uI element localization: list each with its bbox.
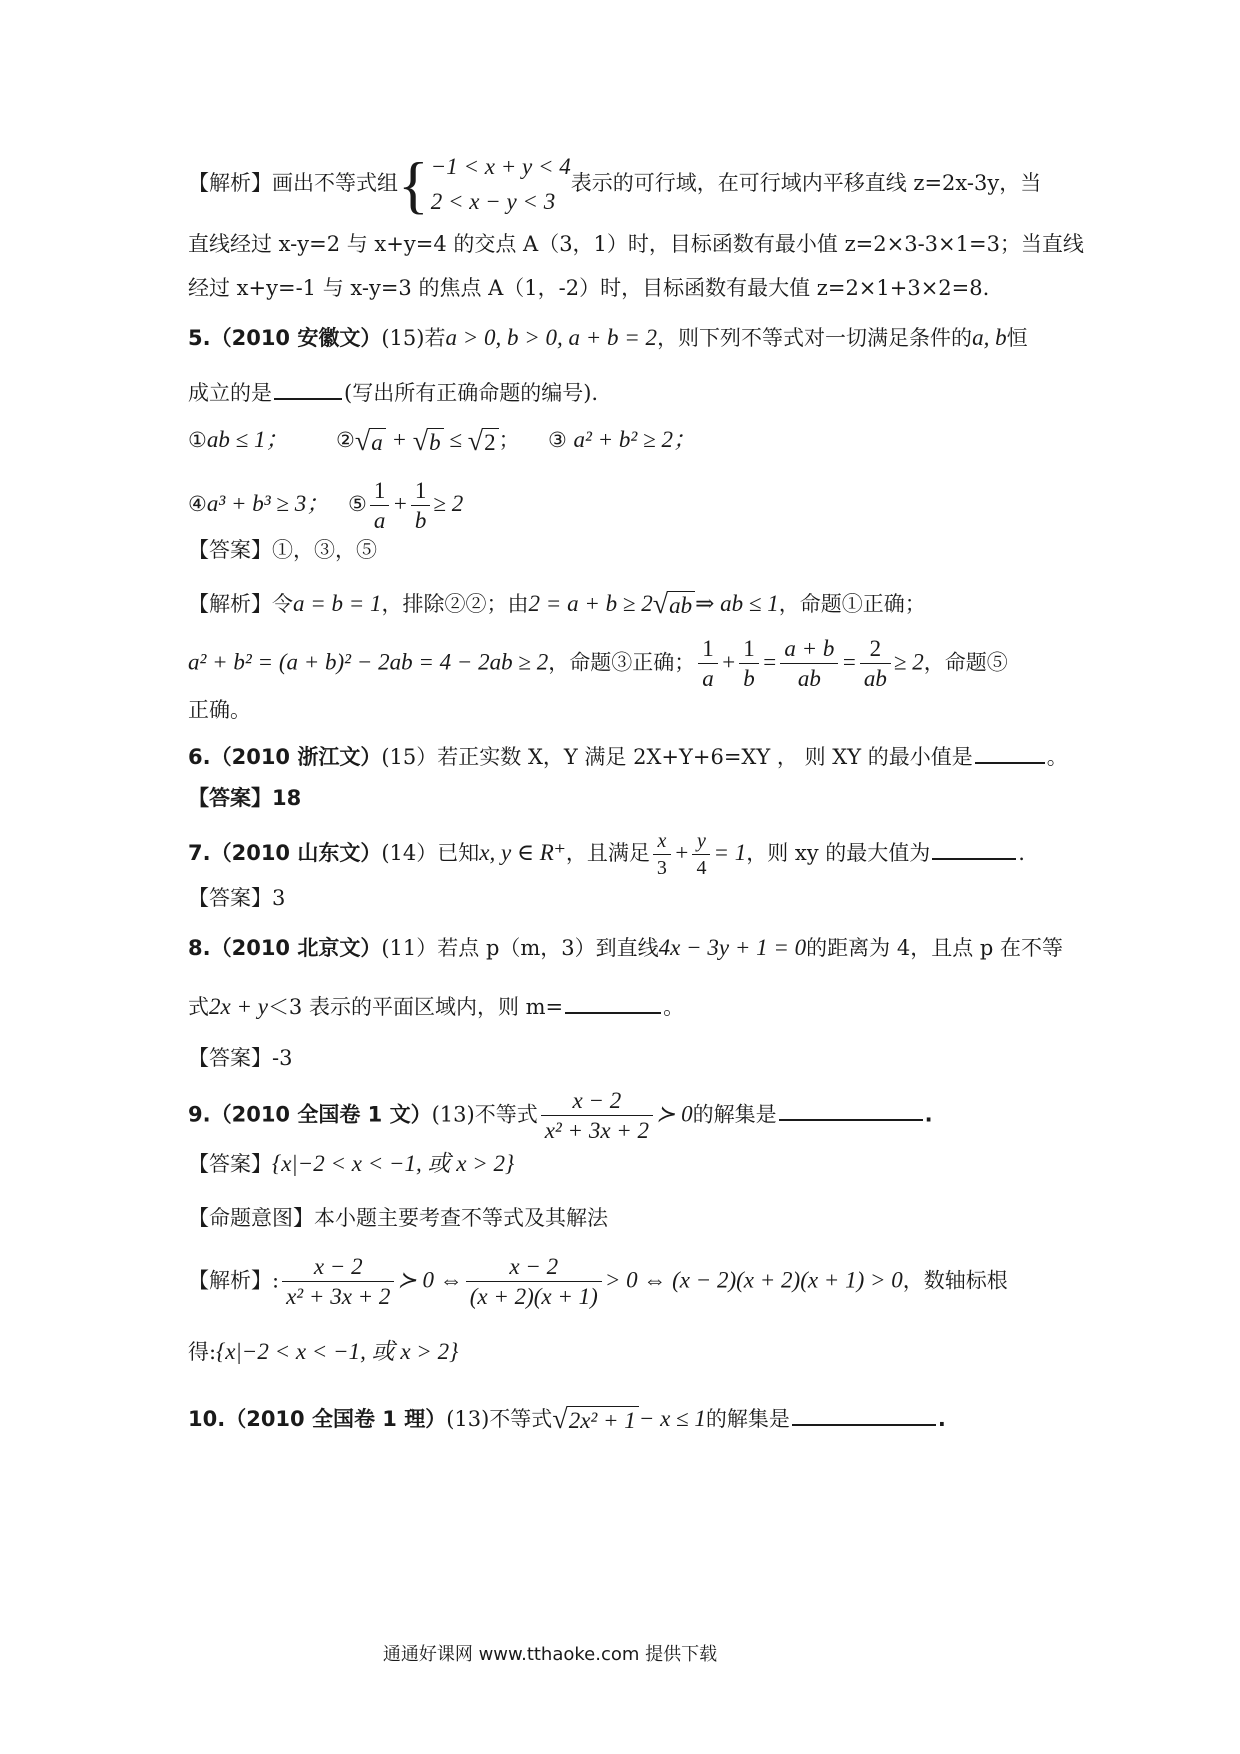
answer-blank [565,992,661,1014]
p5-number: 5.（2010 安徽文） [188,326,382,350]
answer-blank [932,838,1016,860]
answer-blank [975,742,1045,764]
p5-stem-line2: 成立的是 (写出所有正确命题的编号). [188,378,598,406]
p8-stem-line1: 8.（2010 北京文）(11）若点 p（m，3）到直线4x − 3y + 1 = 0的距离为 4，且点 p 在不等 [188,935,1063,960]
p10-number: 10.（2010 全国卷 1 理） [188,1407,447,1431]
p5-option-2: ② √ a + √ b ≤ √ 2 ； [336,425,520,457]
p5-options-row1 [188,426,696,456]
p7-stem: 7.（2010 山东文）(14）已知x, y ∈ R⁺，且满足 $\frac{x}{3}$ + $\frac{y}{4}$ = 1，则 xy 的最大值为 . [188,830,1025,879]
inequality-system: { −1 < x + y < 4 2 < x − y < 3 [398,148,571,220]
p5-analysis-line2: a² + b² = (a + b)² − 2ab = 4 − 2ab ≥ 2，命题③正确； $\frac{1}{a}$ + $\frac{1}{b}$ = $\frac{a + b}{ab}$ = $\frac{2}{ab}$ ≥ 2，命题⑤ [188,636,1008,692]
p4-analysis-line1: 【解析】画出不等式组 { −1 < x + y < 4 2 < x − y < 3 表示的可行域，在可行域内平移直线 z=2x-3y，当 [188,148,1042,220]
p4-analysis-line3: 经过 x+y=-1 与 x-y=3 的焦点 A（1，-2）时，目标函数有最大值 z=2×1+3×2=8. [188,276,990,300]
p10-stem: 10.（2010 全国卷 1 理）(13)不等式 √ 2x² + 1 − x ≤ 1的解集是 . [188,1404,946,1436]
p4-analysis-line2: 直线经过 x-y=2 与 x+y=4 的交点 A（3，1）时，目标函数有最小值 z=2×3-3×1=3；当直线 [188,232,1084,256]
p7-answer: 【答案】3 [188,886,286,910]
p9-stem: 9.（2010 全国卷 1 文）(13)不等式 $\frac{x - 2}{\text{x² + 3x + 2}}$ ≻ 0的解集是 . [188,1088,933,1144]
p9-conclusion: 得:{x|−2 < x < −1, 或 x > 2} [188,1339,459,1364]
p6-number: 6.（2010 浙江文） [188,745,382,769]
answer-blank [779,1099,923,1121]
p9-answer: 【答案】{x|−2 < x < −1, 或 x > 2} [188,1151,515,1176]
page-footer: 通通好课网 www.tthaoke.com 提供下载 [382,1644,718,1665]
p7-number: 7.（2010 山东文） [188,841,382,865]
p6-stem: 6.（2010 浙江文）(15）若正实数 X，Y 满足 2X+Y+6=XY ， 则 XY 的最小值是 。 [188,742,1068,770]
p9-number: 9.（2010 全国卷 1 文） [188,1102,432,1127]
answer-blank [274,378,342,400]
p6-answer: 【答案】18 [188,786,302,810]
p5-options-row2 [188,478,463,534]
p5-option-3: ③ a² + b² ≥ 2； [548,427,696,452]
p5-stem-line1: 5.（2010 安徽文）(15)若a > 0, b > 0, a + b = 2，则下列不等式对一切满足条件的a, b恒 [188,325,1028,350]
p9-analysis: 【解析】: $\frac{x - 2}{\text{x² + 3x + 2}}$ ≻ 0 ⇔ $\frac{x - 2}{(x + 2)(x + 1)}$ > 0 ⇔ (x − 2)(x + 2)(x + 1) > 0，数轴标根 [188,1254,1008,1310]
p5-option-4: ④a³ + b³ ≥ 3； [188,491,330,517]
p5-option-1: ①ab ≤ 1； [188,427,289,452]
jiexi-tag: 【解析】 [188,171,272,195]
p5-analysis-line1: 【解析】令a = b = 1，排除②②；由2 = a + b ≥ 2 √ ab ⇒ ab ≤ 1，命题①正确； [188,589,926,621]
p5-answer: 【答案】①，③，⑤ [188,538,377,562]
p8-stem-line2: 式2x + y＜3 表示的平面区域内，则 m= 。 [188,994,685,1019]
p5-option-5: ⑤ $\frac{1}{a}$ + $\frac{1}{b}$ ≥ 2 [348,478,464,534]
p8-answer: 【答案】-3 [188,1046,293,1070]
p8-number: 8.（2010 北京文） [188,936,382,960]
p9-intent: 【命题意图】本小题主要考查不等式及其解法 [188,1206,608,1230]
p5-analysis-line3: 正确。 [188,698,251,722]
answer-blank [792,1404,936,1426]
